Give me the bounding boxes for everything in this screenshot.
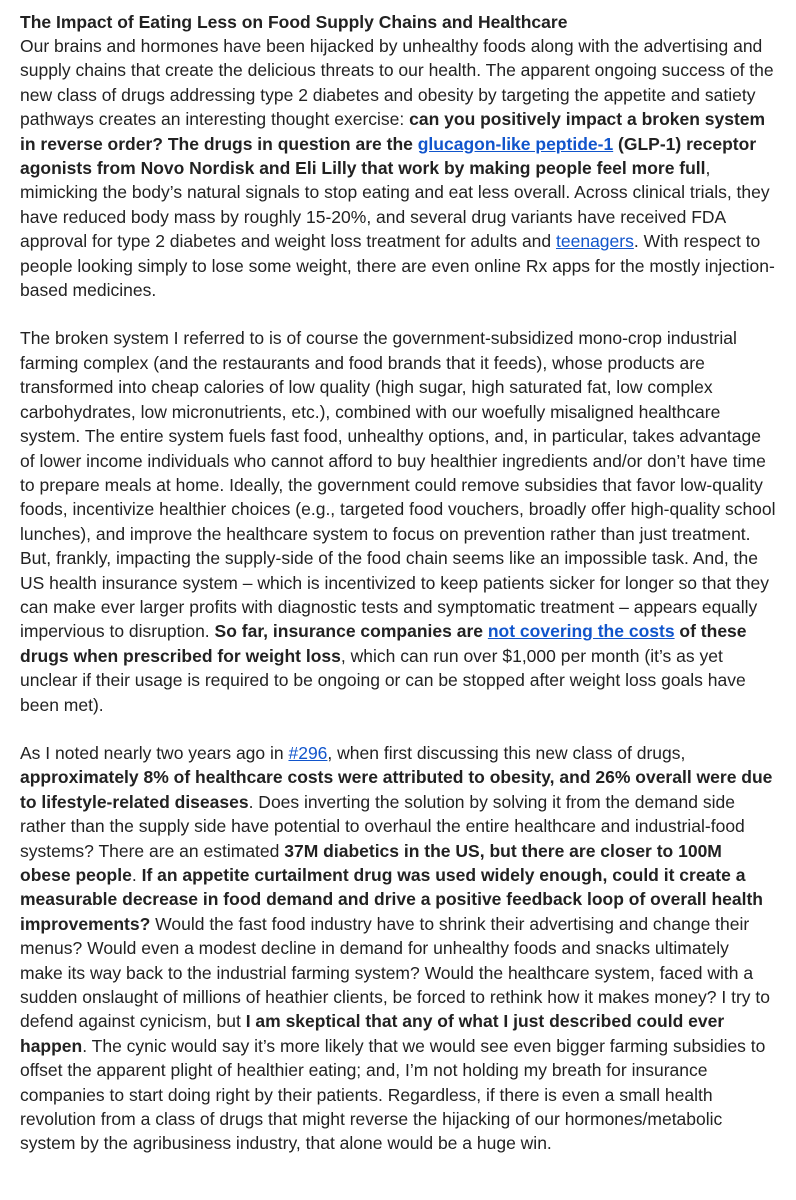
glp1-link[interactable]: glucagon-like peptide-1 — [417, 133, 614, 154]
text-run: . Does inverting the solution by solving it from the demand side rather than the supply side have potential to overhaul the entire healthcare and industrial-food systems? There are an estimated — [20, 791, 745, 861]
paragraph-1 — [20, 34, 776, 302]
bold-text: So far, insurance companies are — [214, 621, 488, 642]
bold-text — [418, 134, 613, 154]
text-run: , when first discussing this new class of drugs, — [327, 742, 686, 763]
text-run: Would the fast food industry have to shrink their advertising and change their menus? Would even a modest decline in demand for unhealthy foods and snacks ultimately make its way back to the industrial farming system? Would the healthcare system, faced with a sudden onslaught of millions of heathier clients, be forced to rethink how it makes money? I try to defend against cynicism, but — [20, 913, 770, 1032]
paragraph-2 — [20, 326, 776, 717]
not-covering-costs-link[interactable]: not covering the costs — [487, 621, 675, 642]
text-run: Our brains and hormones have been hijacked by unhealthy foods along with the advertising and supply chains that create the delicious threats to our health. The apparent ongoing success of the new class of drugs addressing type 2 diabetes and obesity by targeting the appetite and satiety pathways creates an interesting thought exercise: — [20, 36, 774, 130]
bold-text: approximately 8% of healthcare costs were attributed to obesity, and 26% overall were due to lifestyle-related diseases — [20, 767, 773, 812]
text-run: , mimicking the body’s natural signals to stop eating and eat less overall. Across clinical trials, they have reduced body mass by roughly 15-20%, and several drug variants have received FDA approval for type 2 diabetes and weight loss treatment for adults and — [20, 158, 770, 252]
text-run: . — [131, 865, 142, 885]
bold-text: can you positively impact a broken system in reverse order? The drugs in question are the — [20, 109, 766, 154]
bold-text — [488, 621, 675, 641]
text-run: . The cynic would say it’s more likely that we would see even bigger farming subsidies to offset the apparent plight of healthier eating; and, I’m not holding my breath for insurance companies to start doing right by their patients. Regardless, if there is even a small health revolution from a class of drugs that might reverse the hijacking of our hormones/metabolic system by the agribusiness industry, that alone would be a huge win. — [20, 1035, 766, 1154]
article-title: The Impact of Eating Less on Food Supply Chains and Healthcare — [20, 12, 568, 32]
bold-text: 37M diabetics in the US, but there are closer to 100M obese people — [20, 840, 722, 885]
bold-text: I am skeptical that any of what I just described could ever happen — [20, 1011, 725, 1056]
bold-text: If an appetite curtailment drug was used widely enough, could it create a measurable decrease in food demand and drive a positive feedback loop of overall health improvements? — [20, 865, 763, 934]
bold-text: (GLP-1) receptor agonists from Novo Nordisk and Eli Lilly that work by making people feel more full — [20, 133, 757, 179]
text-run: , which can run over $1,000 per month (it’s as yet unclear if their usage is required to be ongoing or can be stopped after weight loss goals have been met). — [20, 645, 746, 715]
issue-296-link[interactable]: #296 — [288, 742, 328, 763]
text-run: The broken system I referred to is of course the government-subsidized mono-crop industrial farming complex (and the restaurants and food brands that it feeds), whose products are transformed into cheap calories of low quality (high sugar, high saturated fat, low complex carbohydrates, low micronutrients, etc.), combined with our woefully misaligned healthcare system. The entire system fuels fast food, unhealthy options, and, in particular, takes advantage of lower income individuals who cannot afford to buy healthier ingredients and/or don’t have time to prepare meals at home. Ideally, the government could remove subsidies that favor low-quality foods, incentivize healthier choices (e.g., targeted food vouchers, broadly offer high-quality school lunches), and improve the healthcare system to focus on prevention rather than just treatment. But, frankly, impacting the supply-side of the food chain seems like an impossible task. And, the US health insurance system – which is incentivized to keep patients sicker for longer so that they can make ever larger profits with diagnostic tests and symptomatic treatment – appears equally impervious to disruption. — [20, 328, 776, 642]
bold-text: of these drugs when prescribed for weight loss — [20, 621, 747, 666]
paragraph-3 — [20, 741, 776, 1156]
teenagers-link[interactable]: teenagers — [556, 231, 634, 252]
text-run: . With respect to people looking simply to lose some weight, there are even online Rx apps for the mostly injection-based medicines. — [20, 231, 775, 301]
text-run: As I noted nearly two years ago in — [20, 742, 289, 763]
